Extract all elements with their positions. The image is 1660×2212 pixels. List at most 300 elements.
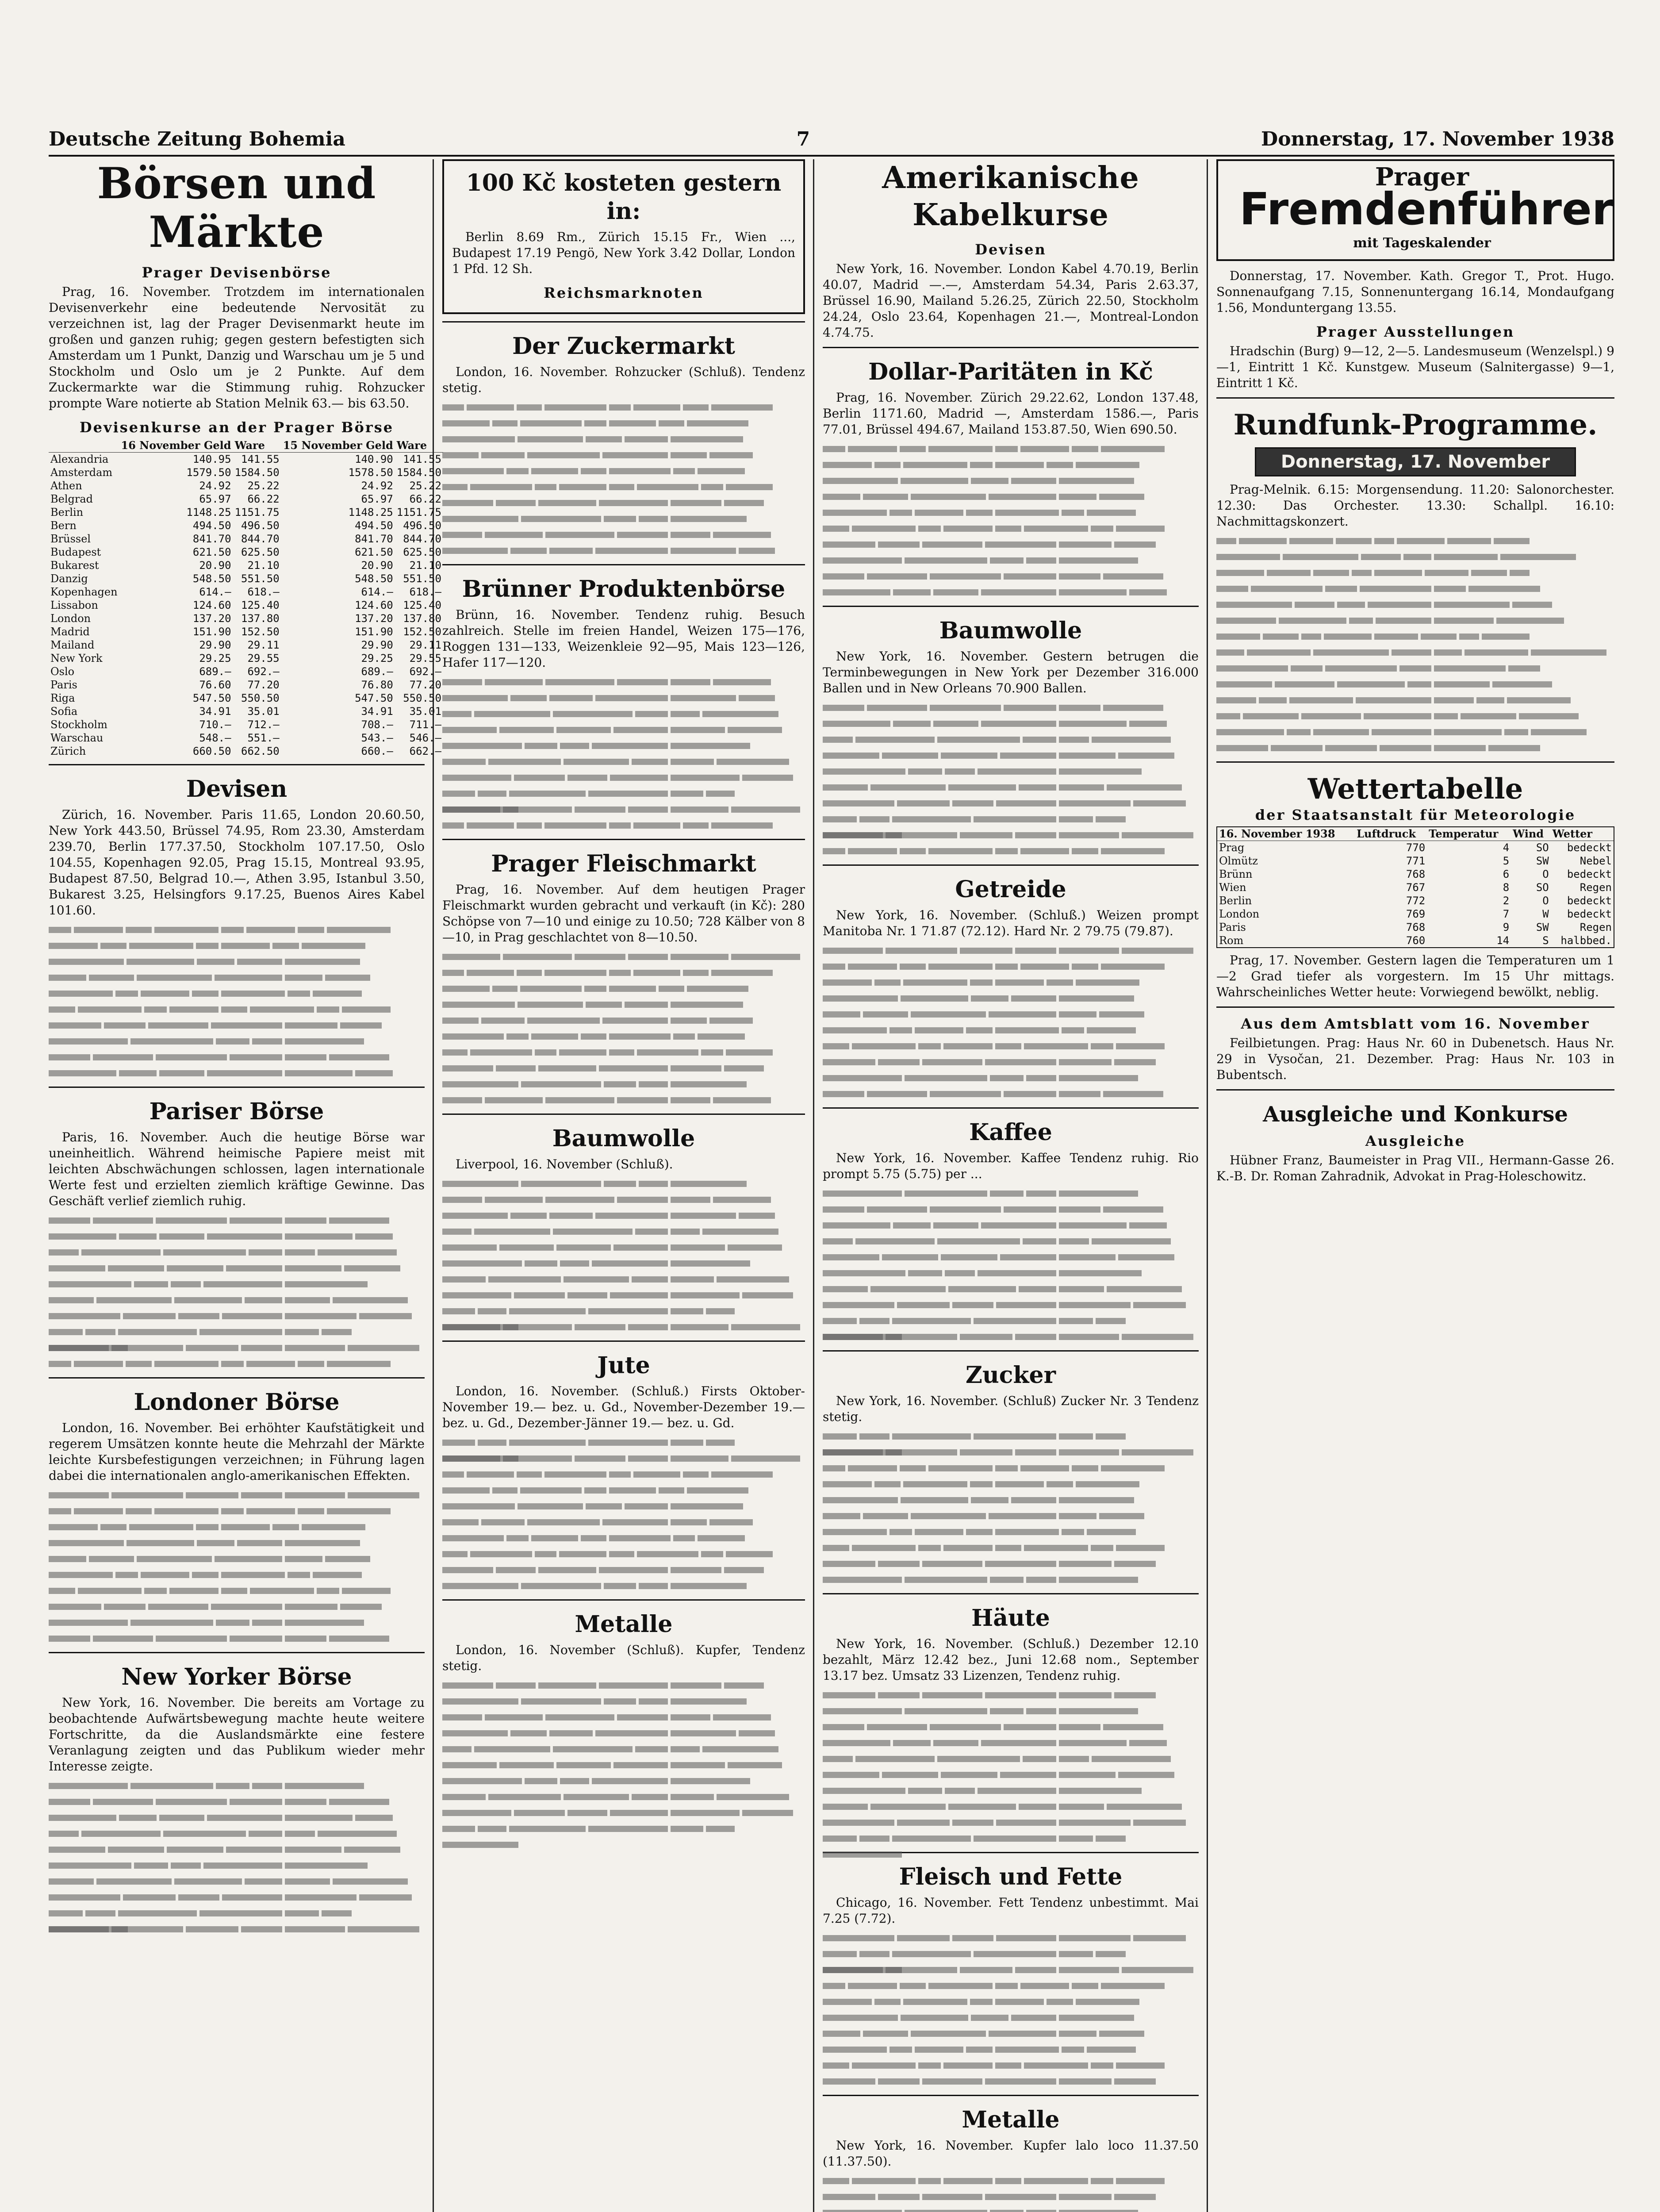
filler-word <box>108 1847 165 1853</box>
filler-word <box>724 1567 764 1573</box>
filler-word <box>1392 649 1431 656</box>
filler-word <box>739 548 775 554</box>
filler-line <box>442 689 805 705</box>
filler-line <box>49 1825 425 1841</box>
filler-word <box>609 1049 634 1056</box>
article-title: Dollar-Paritäten in Kč <box>868 358 1153 385</box>
filler-word <box>671 679 710 685</box>
divider <box>442 321 805 323</box>
filler-word <box>285 1492 345 1498</box>
filler-word <box>154 1361 219 1367</box>
filler-line <box>49 1307 425 1323</box>
filler-word <box>930 1091 1001 1097</box>
filler-word <box>867 1091 927 1097</box>
row-label: Stockholm <box>50 718 107 731</box>
filler-word <box>1059 1091 1100 1097</box>
article-text: New York, 16. November. Kaffee Tendenz ruhig. Rio prompt 5.75 (5.75) per ... <box>823 1151 1199 1181</box>
filler-word <box>538 500 596 506</box>
filler-word <box>671 1065 721 1071</box>
filler-word <box>709 452 753 458</box>
filler-word <box>742 1292 793 1298</box>
filler-word <box>639 1081 668 1087</box>
filler-word <box>241 1926 283 1932</box>
filler-line <box>823 1491 1199 1507</box>
table-cell: 25.22 <box>409 480 441 492</box>
filler-line <box>49 953 425 969</box>
masthead: Deutsche Zeitung Bohemia <box>49 128 345 150</box>
row-label: Rom <box>1219 934 1244 947</box>
filler-word <box>1116 1043 1165 1049</box>
filler-word <box>711 822 773 829</box>
column-sections <box>49 764 425 1936</box>
filler-word <box>882 1254 939 1260</box>
filler-word <box>985 1692 1057 1698</box>
table-cell: bedeckt <box>1567 868 1612 880</box>
filler-word <box>609 986 656 992</box>
filler-word <box>823 995 898 1002</box>
filler-word <box>874 1999 901 2005</box>
filler-word <box>1091 2062 1113 2069</box>
filler-word <box>990 1577 1024 1583</box>
table-cell: 24.92 <box>361 480 393 492</box>
filler-word <box>586 436 622 442</box>
filler-word <box>1059 1302 1131 1308</box>
filler-word <box>474 1746 550 1752</box>
row-label: Riga <box>50 692 75 704</box>
filler-word <box>1059 1334 1119 1340</box>
filler-word <box>285 1636 326 1642</box>
filler-word <box>855 1238 935 1244</box>
filler-word <box>517 404 542 411</box>
filler-word <box>671 1213 736 1219</box>
table-cell: 689.— <box>361 665 393 678</box>
filler-word <box>852 1043 916 1049</box>
filler-word <box>823 1529 887 1535</box>
filler-word <box>1026 1708 1056 1714</box>
table-cell: 1148.25 <box>186 506 231 518</box>
filler-word <box>823 848 845 854</box>
filler-word <box>521 1698 601 1705</box>
filler-word <box>943 2178 993 2184</box>
filler-word <box>553 1746 633 1752</box>
filler-word <box>1114 1692 1156 1698</box>
filler-word <box>728 727 782 733</box>
filler-word <box>588 791 668 797</box>
filler-word <box>1015 948 1057 954</box>
filler-word <box>129 943 193 949</box>
filler-line <box>442 753 805 769</box>
filler-line <box>823 1085 1199 1101</box>
filler-word <box>470 1049 532 1056</box>
table-cell: 662.50 <box>241 745 280 757</box>
filler-word <box>49 1313 120 1319</box>
filler-word <box>1004 1091 1056 1097</box>
filler-word <box>49 1620 128 1626</box>
filler-word <box>159 1815 204 1821</box>
filler-line <box>442 1513 805 1529</box>
filler-line <box>823 1280 1199 1296</box>
filler-line <box>823 1459 1199 1475</box>
filler-word <box>521 1583 601 1589</box>
filler-word <box>1216 665 1288 672</box>
filler-word <box>995 2178 1022 2184</box>
filler-word <box>186 1492 238 1498</box>
filler-word <box>1059 2194 1112 2200</box>
filler-word <box>1301 713 1361 719</box>
filler-line <box>823 552 1199 568</box>
filler-word <box>960 1967 1012 1973</box>
filler-word <box>503 806 572 813</box>
filler-word <box>602 452 668 458</box>
filler-word <box>1059 1254 1116 1260</box>
filler-line <box>442 1271 805 1286</box>
filler-line <box>823 1830 1199 1846</box>
filler-word <box>285 1249 315 1256</box>
filler-word <box>1019 1804 1056 1810</box>
exchange-box <box>442 159 805 314</box>
filler-line <box>442 1709 805 1724</box>
table-row <box>49 745 443 758</box>
filler-word <box>702 711 778 717</box>
filler-word <box>250 1588 314 1594</box>
filler-word <box>599 1682 668 1689</box>
article-text: London, 16. November (Schluß). Kupfer, Tendenz stetig. <box>442 1643 805 1673</box>
filler-word <box>1403 554 1431 560</box>
filler-word <box>952 1935 994 1941</box>
filler-word <box>900 964 926 970</box>
filler-word <box>1324 634 1372 640</box>
row-label: Lissabon <box>50 599 98 611</box>
table-row <box>1217 921 1614 934</box>
filler-word <box>717 1276 789 1283</box>
filler-line <box>823 1782 1199 1798</box>
section-title: Börsen und Märkte <box>97 158 376 257</box>
filler-word <box>1247 649 1311 656</box>
filler-line <box>442 415 805 430</box>
filler-word <box>996 1302 1056 1308</box>
filler-word <box>989 494 1056 500</box>
filler-word <box>1059 1059 1112 1065</box>
filler-word <box>1015 1334 1057 1340</box>
filler-word <box>442 1503 515 1509</box>
filler-word <box>893 1740 931 1746</box>
table-cell: 141.55 <box>403 453 441 465</box>
section-subtitle: Prager Devisenbörse <box>142 264 332 281</box>
filler-line <box>823 584 1199 599</box>
filler-word <box>178 1313 220 1319</box>
filler-word <box>1059 1820 1131 1826</box>
filler-word <box>1099 2031 1144 2037</box>
table-row <box>49 638 443 652</box>
table-cell: 137.80 <box>403 612 441 625</box>
filler-line <box>442 721 805 737</box>
filler-word <box>481 452 525 458</box>
wetter-title: Wettertabelle <box>1307 772 1523 806</box>
filler-line <box>49 1841 425 1857</box>
ausgleiche-title: Ausgleiche und Konkurse <box>1263 1102 1568 1127</box>
filler-word <box>285 1799 326 1805</box>
filler-word <box>886 832 957 838</box>
ausgleiche-text: Hübner Franz, Baumeister in Prag VII., Hermann-Gasse 26. K.-B. Dr. Roman Zahradnik, Advokat in Prag-Holeschowitz. <box>1216 1153 1614 1183</box>
article <box>823 1593 1199 1846</box>
filler-word <box>1279 618 1346 624</box>
filler-word <box>823 1318 857 1324</box>
filler-word <box>1471 570 1507 576</box>
filler-word <box>628 806 668 813</box>
filler-word <box>937 1238 1020 1244</box>
article-title: Der Zuckermarkt <box>512 333 735 360</box>
filler-word <box>1510 570 1530 576</box>
filler-word <box>823 721 890 727</box>
filler-word <box>1325 665 1397 672</box>
filler-word <box>285 959 360 965</box>
filler-word <box>823 589 890 595</box>
filler-line <box>49 1502 425 1518</box>
filler-word <box>100 943 127 949</box>
filler-word <box>941 1772 997 1778</box>
article-text: Liverpool, 16. November (Schluß). <box>456 1157 673 1171</box>
filler-line <box>49 1228 425 1244</box>
filler-word <box>1059 948 1119 954</box>
row-label: Alexandria <box>50 453 109 465</box>
table-header: Wind <box>1511 827 1551 841</box>
filler-line <box>49 937 425 953</box>
filler-word <box>144 1006 167 1013</box>
filler-word <box>288 1572 310 1578</box>
filler-word <box>203 1863 283 1869</box>
filler-word <box>118 1910 197 1916</box>
filler-word <box>510 548 547 554</box>
filler-word <box>671 1503 743 1509</box>
filler-word <box>922 541 982 548</box>
table-cell: 692.— <box>247 665 280 678</box>
filler-word <box>514 775 565 781</box>
filler-word <box>317 1588 339 1594</box>
filler-word <box>355 1815 393 1821</box>
filler-word <box>823 1238 853 1244</box>
filler-word <box>1101 848 1165 854</box>
table-cell: SO <box>1536 881 1549 894</box>
filler-word <box>671 1244 725 1251</box>
filler-word <box>246 1361 295 1367</box>
text-filler <box>823 1686 1199 1846</box>
filler-word <box>302 1524 366 1530</box>
filler-word <box>1372 729 1431 735</box>
filler-word <box>442 1826 475 1832</box>
filler-word <box>215 1556 282 1562</box>
filler-line <box>442 1677 805 1693</box>
filler-word <box>671 1440 703 1446</box>
filler-word <box>298 927 324 933</box>
filler-word <box>49 1910 83 1916</box>
filler-word <box>852 2178 916 2184</box>
filler-word <box>945 1270 975 1276</box>
filler-word <box>918 1545 941 1551</box>
filler-word <box>49 1815 116 1821</box>
filler-line <box>49 1582 425 1598</box>
filler-word <box>978 1788 1057 1794</box>
filler-word <box>85 1329 115 1335</box>
table-cell: 625.50 <box>241 546 280 558</box>
text-filler <box>442 1175 805 1334</box>
filler-word <box>535 484 556 490</box>
filler-line <box>823 440 1199 456</box>
filler-word <box>1434 665 1506 672</box>
table-cell: 618.— <box>409 586 441 598</box>
filler-word <box>285 1556 322 1562</box>
filler-word <box>639 1181 668 1187</box>
article-title: Metalle <box>575 1611 673 1638</box>
filler-word <box>1047 1999 1073 2005</box>
filler-word <box>527 452 600 458</box>
filler-word <box>285 1233 353 1240</box>
filler-word <box>49 1249 79 1256</box>
filler-word <box>726 1551 773 1557</box>
filler-word <box>348 1926 419 1932</box>
filler-word <box>625 1002 668 1008</box>
fremden-subtitle: mit Tageskalender <box>1353 235 1491 251</box>
filler-word <box>683 404 708 411</box>
filler-word <box>739 1730 775 1736</box>
filler-word <box>671 1181 747 1187</box>
filler-word <box>171 1281 201 1287</box>
filler-word <box>442 1002 515 1008</box>
filler-word <box>823 2062 849 2069</box>
filler-word <box>823 1577 902 1583</box>
column-boersen <box>49 158 441 2212</box>
filler-word <box>285 1878 330 1885</box>
divider <box>442 1340 805 1342</box>
filler-word <box>1059 800 1131 806</box>
devisen-table <box>49 439 443 758</box>
table-cell: 768 <box>1406 921 1426 933</box>
filler-word <box>237 1540 282 1546</box>
filler-word <box>1101 1983 1165 1989</box>
filler-word <box>549 695 593 701</box>
filler-word <box>981 589 1056 595</box>
filler-line <box>823 1686 1199 1702</box>
article <box>442 839 805 1107</box>
article <box>442 1340 805 1593</box>
article-text: Paris, 16. November. Auch die heutige Börse war uneinheitlich. Während heimische Papiere meist mit leichten Abschwächungen schlossen, lagen internationale Werte fest und erzielten ziemlich kräftige Gewinne. Das Geschäft verlief ziemlich ruhig. <box>49 1130 425 1208</box>
filler-word <box>467 1471 514 1478</box>
filler-word <box>509 1308 585 1314</box>
filler-word <box>985 1059 1057 1065</box>
filler-word <box>492 420 518 426</box>
divider <box>1216 1006 1614 1008</box>
filler-line <box>823 1296 1199 1312</box>
filler-word <box>823 1075 902 1081</box>
filler-word <box>1059 2210 1138 2212</box>
filler-word <box>93 1799 153 1805</box>
column-sections <box>823 347 1199 2212</box>
divider <box>823 864 1199 866</box>
table-cell: 137.20 <box>355 612 393 625</box>
filler-word <box>197 1540 234 1546</box>
filler-line <box>823 747 1199 763</box>
filler-line <box>823 536 1199 552</box>
filler-word <box>1216 713 1240 719</box>
filler-word <box>545 679 614 685</box>
filler-word <box>499 727 554 733</box>
filler-word <box>823 541 875 548</box>
filler-line <box>442 478 805 494</box>
filler-word <box>903 1999 967 2005</box>
filler-word <box>285 1604 337 1610</box>
filler-word <box>852 1545 916 1551</box>
filler-line <box>823 1814 1199 1830</box>
filler-word <box>990 1708 1024 1714</box>
filler-word <box>1099 1011 1144 1018</box>
filler-word <box>545 1097 614 1103</box>
filler-word <box>192 1572 219 1578</box>
filler-line <box>823 1702 1199 1718</box>
filler-word <box>342 1006 391 1013</box>
article <box>49 1652 425 1936</box>
filler-word <box>509 1826 585 1832</box>
calendar-text: Donnerstag, 17. November. Kath. Gregor T., Prot. Hugo. Sonnenaufgang 7.15, Sonnenuntergang 16.14, Mondaufgang 1.56, Monduntergang 13.55. <box>1216 269 1614 315</box>
filler-line <box>442 705 805 721</box>
filler-word <box>995 462 1044 468</box>
filler-word <box>241 1492 283 1498</box>
filler-word <box>823 1724 864 1730</box>
filler-line <box>823 1069 1199 1085</box>
filler-line <box>823 2025 1199 2041</box>
filler-word <box>604 1698 636 1705</box>
filler-word <box>671 1097 710 1103</box>
filler-word <box>823 1851 902 1858</box>
filler-word <box>1004 1206 1056 1213</box>
filler-word <box>285 1265 341 1271</box>
filler-line <box>823 1718 1199 1734</box>
filler-word <box>1059 1836 1093 1842</box>
filler-word <box>96 1878 172 1885</box>
filler-word <box>442 1567 493 1573</box>
filler-word <box>118 1329 197 1335</box>
filler-word <box>442 1714 482 1720</box>
filler-word <box>1496 618 1564 624</box>
filler-word <box>1011 478 1056 484</box>
filler-word <box>823 526 849 532</box>
filler-word <box>1059 1433 1093 1440</box>
filler-word <box>918 1043 941 1049</box>
filler-word <box>49 975 86 981</box>
filler-word <box>671 1308 703 1314</box>
filler-line <box>1216 628 1614 644</box>
filler-word <box>560 1778 589 1784</box>
filler-word <box>903 462 967 468</box>
filler-word <box>625 436 668 442</box>
table-cell: 66.22 <box>247 493 280 505</box>
filler-word <box>970 979 993 986</box>
text-filler <box>823 440 1199 599</box>
filler-word <box>848 446 897 452</box>
filler-word <box>538 1567 596 1573</box>
article-text: New York, 16. November. (Schluß.) Dezember 12.10 bezahlt, März 12.42 bez., Juni 12.68 nom., September 13.17 bez. Umsatz 33 Lizenzen, Tendenz ruhig. <box>823 1636 1199 1683</box>
filler-word <box>1059 1318 1093 1324</box>
filler-word <box>1425 570 1468 576</box>
filler-word <box>701 1551 723 1557</box>
column-kabelkurse <box>823 159 1199 2212</box>
filler-word <box>1076 979 1140 986</box>
filler-word <box>156 1799 227 1805</box>
filler-word <box>1122 1967 1193 1973</box>
filler-word <box>823 1481 872 1487</box>
divider <box>823 1350 1199 1352</box>
filler-word <box>115 991 138 997</box>
row-label: London <box>50 612 91 625</box>
filler-word <box>1101 964 1165 970</box>
